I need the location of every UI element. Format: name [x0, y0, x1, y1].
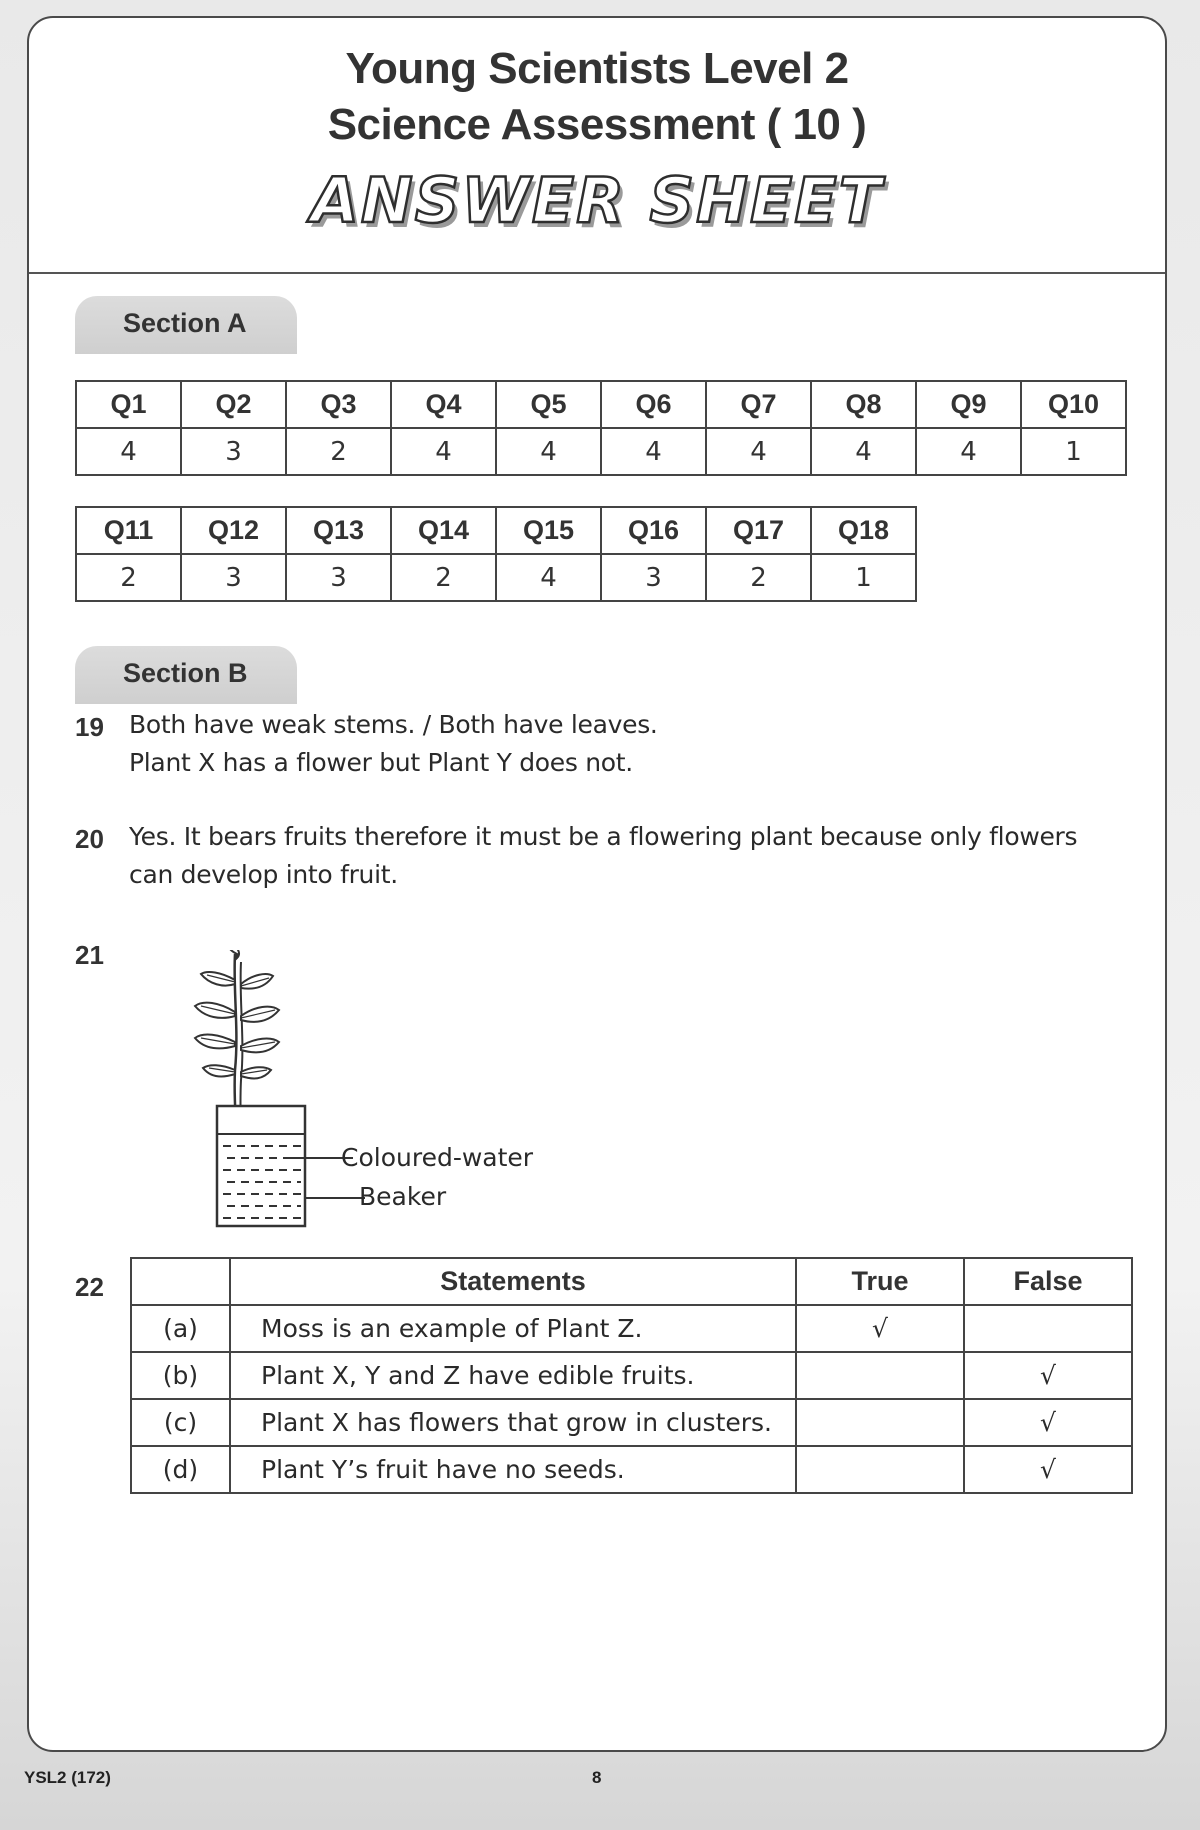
- answer-cell: 1: [1021, 428, 1126, 475]
- true-check: [796, 1399, 964, 1446]
- answer-cell: 4: [496, 428, 601, 475]
- question-header: Q4: [391, 381, 496, 428]
- section-a-table-2: [75, 506, 917, 602]
- question-header: Q10: [1021, 381, 1126, 428]
- row-statement: Plant X has flowers that grow in clusters.: [230, 1399, 796, 1446]
- false-check: √: [964, 1399, 1132, 1446]
- question-19-number: 19: [75, 712, 104, 742]
- true-false-table: [130, 1257, 1133, 1494]
- question-header: Q18: [811, 507, 916, 554]
- answer-line: can develop into fruit.: [129, 860, 398, 889]
- true-check: [796, 1352, 964, 1399]
- question-19-answer: [129, 706, 658, 782]
- beaker-label: Beaker: [359, 1182, 447, 1211]
- question-21-number: 21: [75, 940, 104, 970]
- answer-cell: 2: [391, 554, 496, 601]
- question-20-answer: [129, 818, 1077, 894]
- answer-sheet-banner: ANSWER SHEET: [310, 164, 884, 237]
- answer-line: Both have weak stems. / Both have leaves.: [129, 710, 658, 739]
- answer-cell: 2: [706, 554, 811, 601]
- coloured-water-label: Coloured-water: [341, 1143, 534, 1172]
- answer-cell: 3: [181, 554, 286, 601]
- answer-cell: 4: [601, 428, 706, 475]
- answer-cell: 4: [496, 554, 601, 601]
- false-check: √: [964, 1352, 1132, 1399]
- question-header: Q5: [496, 381, 601, 428]
- question-header: Q12: [181, 507, 286, 554]
- answer-line: Plant X has a flower but Plant Y does not.: [129, 748, 633, 777]
- question-header: Q8: [811, 381, 916, 428]
- question-header: Q3: [286, 381, 391, 428]
- row-statement: Moss is an example of Plant Z.: [230, 1305, 796, 1352]
- answer-cell: 3: [181, 428, 286, 475]
- table-header-blank: [131, 1258, 230, 1305]
- true-check: √: [796, 1305, 964, 1352]
- answer-cell: 3: [286, 554, 391, 601]
- question-header: Q2: [181, 381, 286, 428]
- title-line-1: Young Scientists Level 2: [345, 44, 849, 93]
- table-row: [131, 1399, 1132, 1446]
- footer-code: YSL2 (172): [24, 1768, 111, 1787]
- question-header: Q6: [601, 381, 706, 428]
- answer-cell: 4: [391, 428, 496, 475]
- section-b-tab: Section B: [75, 646, 297, 704]
- answer-cell: 1: [811, 554, 916, 601]
- answer-cell: 2: [286, 428, 391, 475]
- question-header: Q9: [916, 381, 1021, 428]
- page-number: 8: [592, 1768, 602, 1787]
- table-header-true: True: [796, 1258, 964, 1305]
- question-header: Q1: [76, 381, 181, 428]
- question-header: Q11: [76, 507, 181, 554]
- row-letter: (d): [131, 1446, 230, 1493]
- table-header-false: False: [964, 1258, 1132, 1305]
- question-header: Q14: [391, 507, 496, 554]
- row-statement: Plant Y’s fruit have no seeds.: [230, 1446, 796, 1493]
- table-header-statements: Statements: [230, 1258, 796, 1305]
- table-row: [131, 1305, 1132, 1352]
- section-a-table-1: [75, 380, 1127, 476]
- question-header: Q13: [286, 507, 391, 554]
- true-check: [796, 1446, 964, 1493]
- answer-sheet-card: [27, 16, 1167, 1752]
- question-22-number: 22: [75, 1272, 104, 1302]
- row-letter: (b): [131, 1352, 230, 1399]
- answer-line: Yes. It bears fruits therefore it must be a flowering plant because only flowers: [129, 822, 1078, 851]
- answer-cell: 4: [811, 428, 916, 475]
- row-letter: (c): [131, 1399, 230, 1446]
- question-header: Q17: [706, 507, 811, 554]
- false-check: [964, 1305, 1132, 1352]
- question-20-number: 20: [75, 824, 104, 854]
- question-header: Q16: [601, 507, 706, 554]
- section-a-tab: Section A: [75, 296, 297, 354]
- false-check: √: [964, 1446, 1132, 1493]
- answer-cell: 4: [76, 428, 181, 475]
- plant-in-beaker-diagram: [169, 950, 369, 1232]
- title-line-2: Science Assessment ( 10 ): [327, 100, 867, 149]
- header: [29, 18, 1165, 274]
- question-header: Q7: [706, 381, 811, 428]
- table-row: [131, 1352, 1132, 1399]
- row-letter: (a): [131, 1305, 230, 1352]
- answer-cell: 2: [76, 554, 181, 601]
- answer-cell: 3: [601, 554, 706, 601]
- question-header: Q15: [496, 507, 601, 554]
- answer-cell: 4: [916, 428, 1021, 475]
- answer-cell: 4: [706, 428, 811, 475]
- row-statement: Plant X, Y and Z have edible fruits.: [230, 1352, 796, 1399]
- table-row: [131, 1446, 1132, 1493]
